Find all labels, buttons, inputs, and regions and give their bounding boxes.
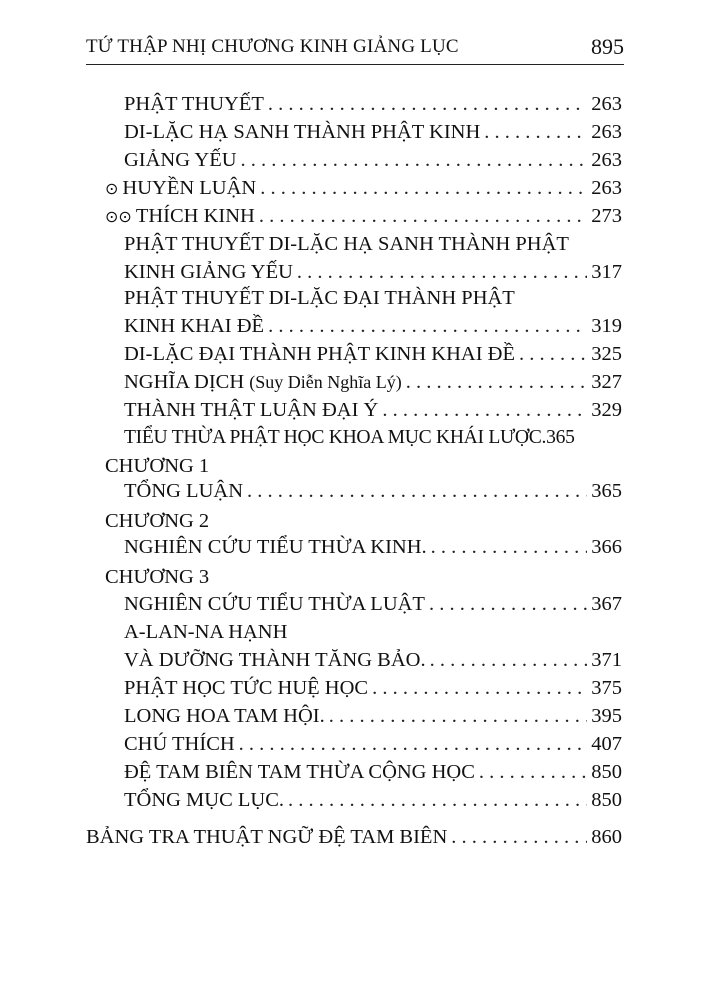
chapter-heading: CHƯƠNG 3: [105, 566, 210, 588]
dot-leader: [288, 789, 587, 812]
entry-title: BẢNG TRA THUẬT NGỮ ĐỆ TAM BIÊN: [86, 826, 448, 848]
entry-page: 365: [591, 480, 622, 502]
entry-title: VÀ DƯỠNG THÀNH TĂNG BẢO.: [124, 649, 426, 671]
toc-entry: [124, 261, 622, 289]
entry-page: 371: [591, 649, 622, 671]
toc-entry: [124, 677, 622, 705]
dot-leader: [479, 761, 587, 784]
entry-page: 407: [591, 733, 622, 755]
entry-page: 263: [591, 93, 622, 115]
entry-page: 263: [591, 121, 622, 143]
dot-leader: [382, 399, 587, 422]
chapter-heading: CHƯƠNG 2: [105, 510, 210, 532]
entry-title: NGHĨA DỊCH: [124, 371, 245, 393]
toc-entry: [124, 649, 622, 677]
entry-title: TỔNG LUẬN: [124, 480, 243, 502]
toc-entry: [124, 121, 622, 149]
dot-leader: [431, 536, 588, 559]
entry-title-line: A-LAN-NA HẠNH: [124, 621, 288, 643]
book-title: TỨ THẬP NHỊ CHƯƠNG KINH GIẢNG LỤC: [86, 36, 459, 57]
dot-leader: [247, 480, 587, 503]
entry-title: LONG HOA TAM HỘI.: [124, 705, 325, 727]
dot-leader: [372, 677, 587, 700]
entry-page: 263: [591, 149, 622, 171]
toc-entry: [124, 761, 622, 789]
dot-leader: [430, 649, 588, 672]
entry-title-line: PHẬT THUYẾT DI-LẶC ĐẠI THÀNH PHẬT: [124, 287, 515, 309]
dot-leader: [241, 149, 588, 172]
entry-title: THÀNH THẬT LUẬN ĐẠI Ý: [124, 399, 379, 421]
dot-leader: [259, 205, 587, 228]
entry-title: HUYỀN LUẬN: [122, 177, 257, 199]
dot-leader: [406, 371, 587, 394]
entry-page: 319: [591, 315, 622, 337]
entry-page: 860: [591, 826, 622, 848]
entry-title: PHẬT HỌC TỨC HUỆ HỌC: [124, 677, 369, 699]
dot-leader: [268, 315, 587, 338]
entry-title: TỔNG MỤC LỤC.: [124, 789, 285, 811]
toc-entry: [124, 371, 622, 399]
toc-entry: [124, 149, 622, 177]
entry-subtitle: (Suy Diễn Nghĩa Lý): [249, 372, 402, 392]
dot-leader: [239, 733, 588, 756]
dot-leader: [451, 826, 587, 849]
page-number: 895: [591, 34, 624, 59]
dot-leader: [297, 261, 587, 284]
dot-leader: [268, 93, 587, 116]
toc-entry: [124, 789, 622, 817]
dot-leader: [484, 121, 587, 144]
entry-title: TIỂU THỪA PHẬT HỌC KHOA MỤC KHÁI LƯỢC: [124, 427, 542, 448]
entry-title: THÍCH KINH: [135, 205, 255, 227]
toc-entry: [124, 705, 622, 733]
entry-page: 325: [591, 343, 622, 365]
entry-title: KINH GIẢNG YẾU: [124, 261, 293, 283]
entry-title: GIẢNG YẾU: [124, 149, 237, 171]
toc-entry: [124, 480, 622, 508]
entry-title: ĐỆ TAM BIÊN TAM THỪA CỘNG HỌC: [124, 761, 475, 783]
toc-entry: [124, 536, 622, 564]
dot-leader: [519, 343, 587, 366]
toc-entry: [124, 93, 622, 121]
entry-page: .365: [541, 427, 575, 448]
entry-page: 375: [591, 677, 622, 699]
entry-title: PHẬT THUYẾT: [124, 93, 264, 115]
toc-entry: [124, 315, 622, 343]
dot-leader: [329, 705, 588, 728]
entry-page: 273: [591, 205, 622, 227]
entry-page: 395: [591, 705, 622, 727]
entry-title: CHÚ THÍCH: [124, 733, 235, 755]
single-circle-marker-icon: ⊙: [105, 179, 119, 198]
toc-entry: [124, 733, 622, 761]
entry-page: 329: [591, 399, 622, 421]
entry-page: 327: [591, 371, 622, 393]
toc-entry: [124, 343, 622, 371]
entry-title-line: PHẬT THUYẾT DI-LẶC HẠ SANH THÀNH PHẬT: [124, 233, 569, 255]
entry-page: 366: [591, 536, 622, 558]
entry-title: DI-LẶC ĐẠI THÀNH PHẬT KINH KHAI ĐỀ: [124, 343, 515, 365]
entry-title: DI-LẶC HẠ SANH THÀNH PHẬT KINH: [124, 121, 481, 143]
toc-entry: [124, 427, 575, 449]
entry-title: NGHIÊN CỨU TIỂU THỪA KINH.: [124, 536, 427, 558]
toc-entry: [105, 177, 622, 205]
dot-leader: [260, 177, 587, 200]
toc-entry: [86, 826, 622, 854]
chapter-heading: CHƯƠNG 1: [105, 455, 210, 477]
entry-page: 367: [591, 593, 622, 615]
toc-entry: [105, 205, 622, 233]
toc-entry: [124, 399, 622, 427]
toc-entry: [124, 593, 622, 621]
entry-title: KINH KHAI ĐỀ: [124, 315, 265, 337]
entry-page: 317: [591, 261, 622, 283]
double-circle-marker-icon: ⊙⊙: [105, 207, 132, 226]
entry-page: 850: [591, 761, 622, 783]
entry-page: 850: [591, 789, 622, 811]
entry-page: 263: [591, 177, 622, 199]
entry-title: NGHIÊN CỨU TIỂU THỪA LUẬT: [124, 593, 425, 615]
dot-leader: [429, 593, 587, 616]
